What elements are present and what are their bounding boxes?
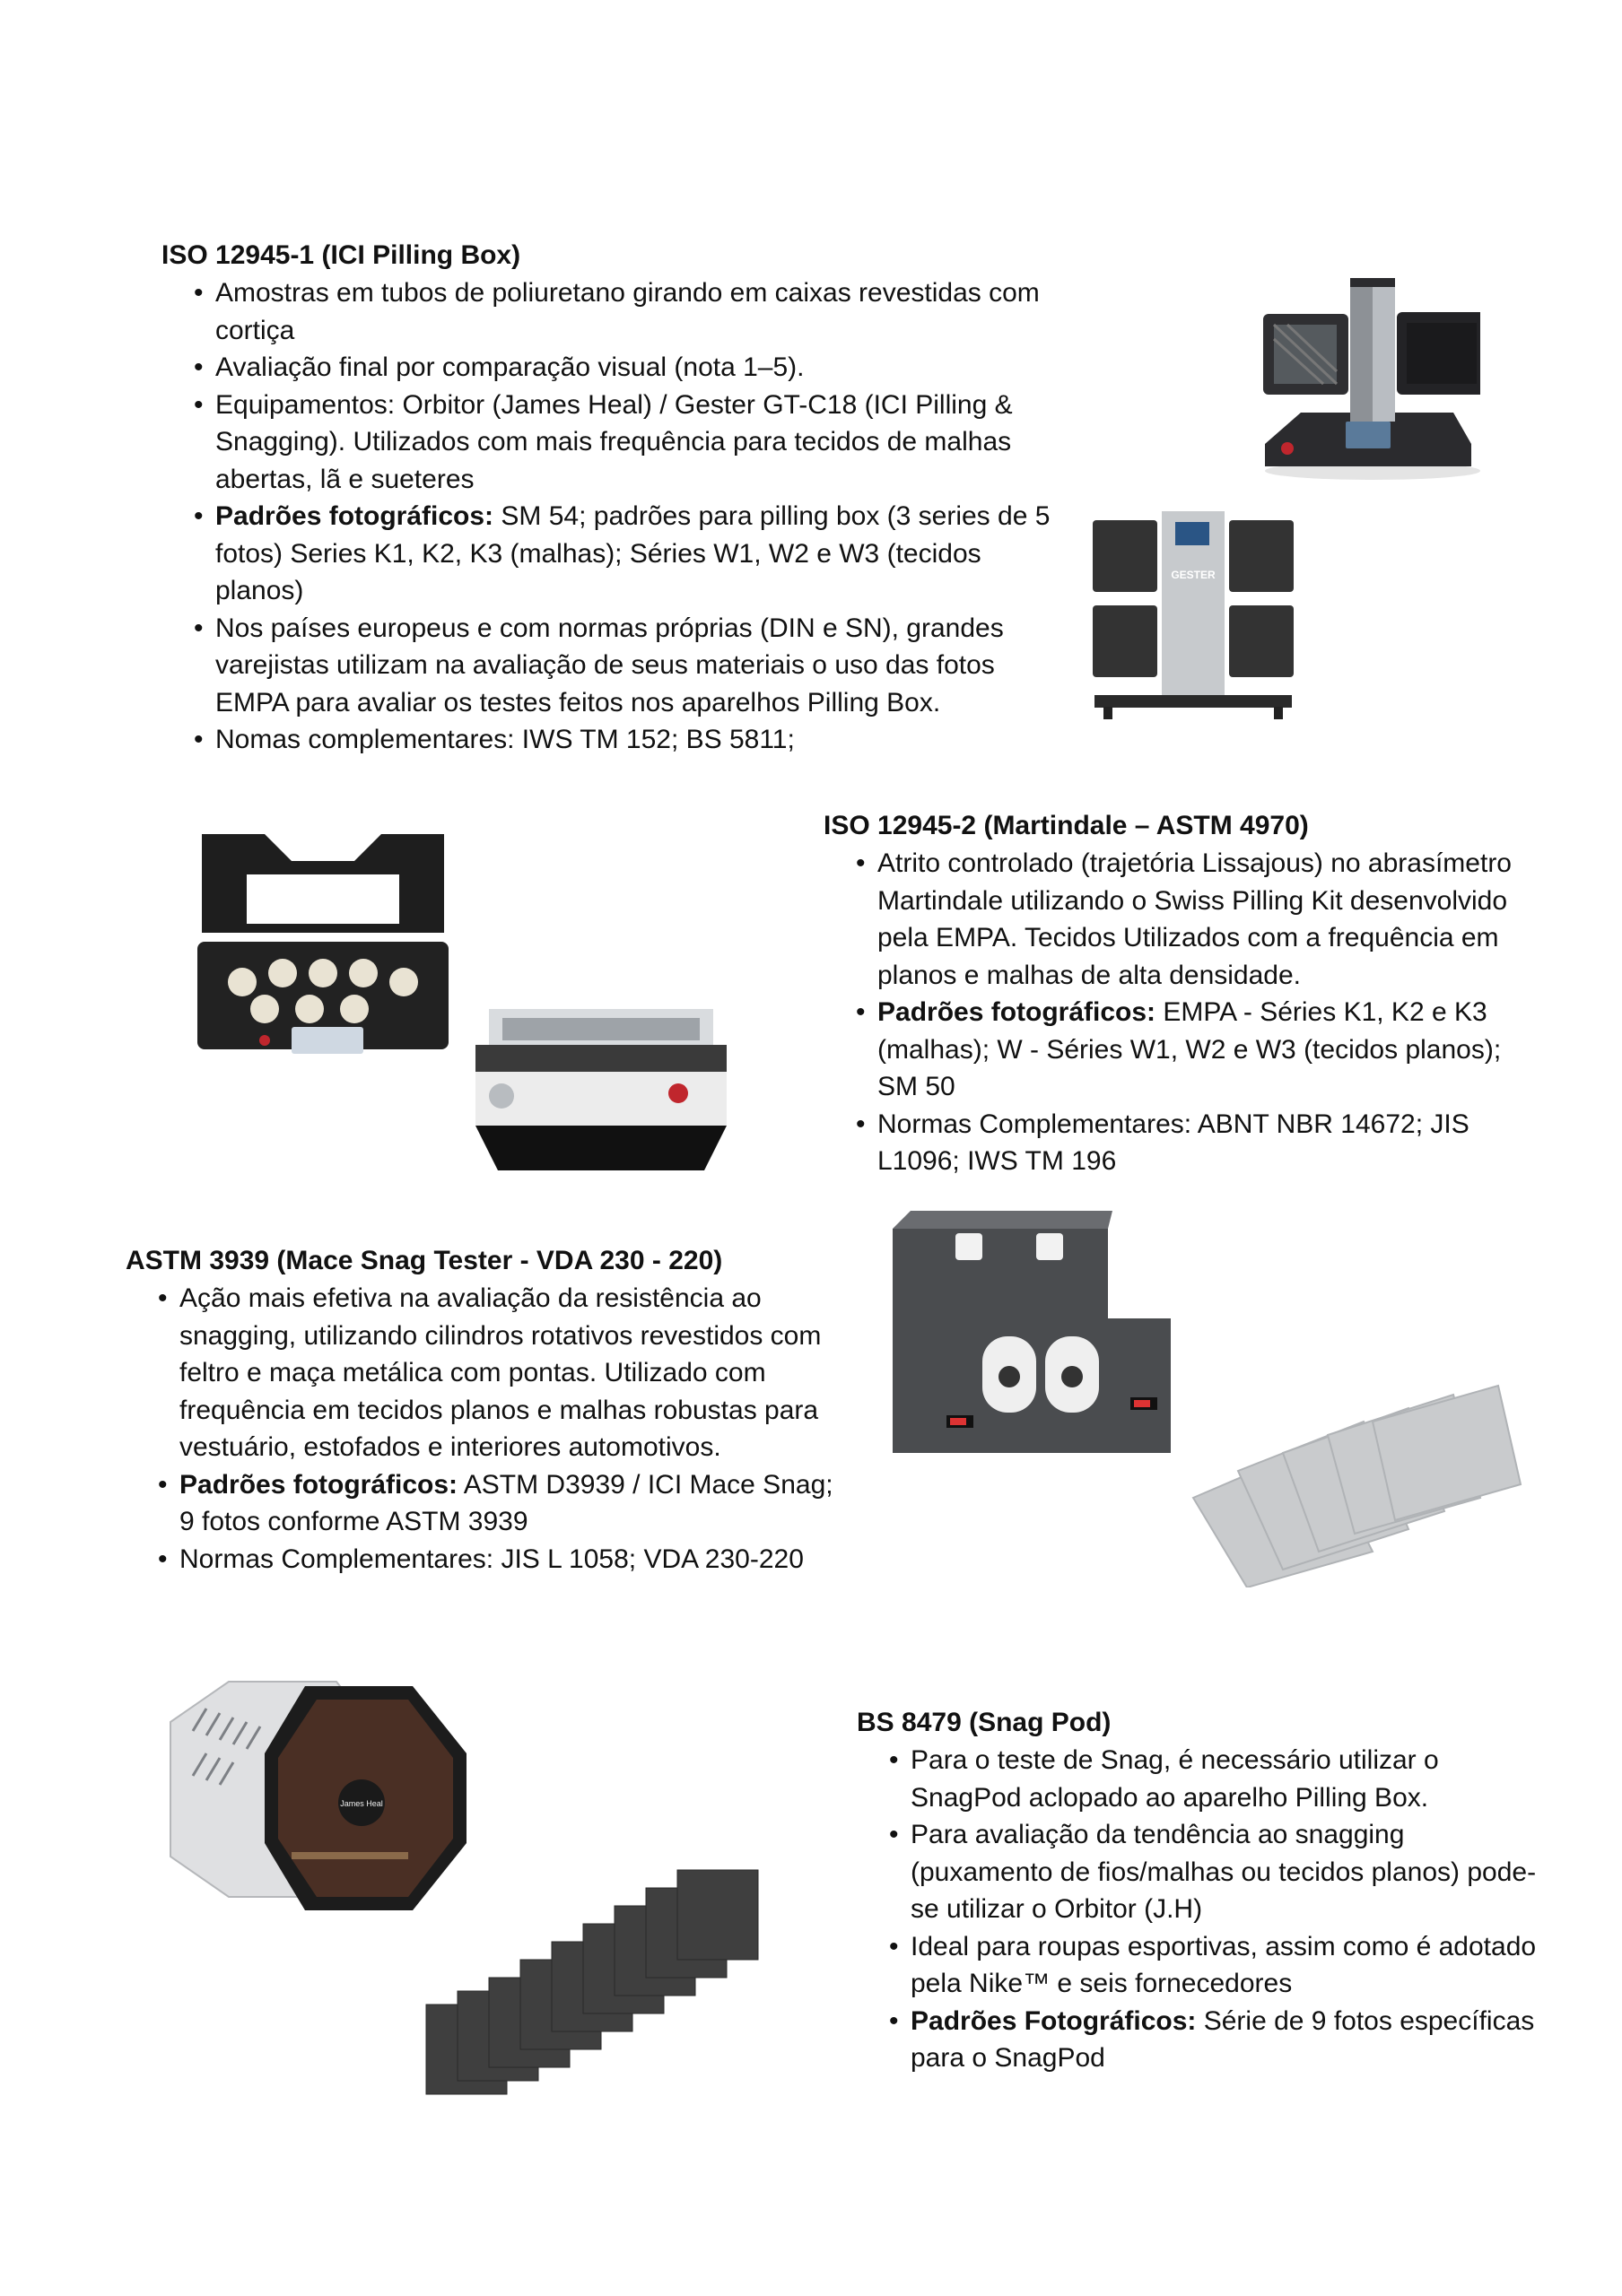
list-item-text: SM 54; padrões para pilling box (3 series de 5 fotos) Series K1, K2, K3 (malhas); Séries W1, W2 e W3 (tecidos planos)	[215, 501, 1051, 605]
snag-fabric-samples-image	[1175, 1372, 1552, 1587]
list-item-bold: Padrões fotográficos:	[179, 1469, 458, 1500]
bullet-list	[161, 274, 1059, 759]
mace-snag-tester-image	[884, 1211, 1180, 1471]
list-item	[877, 994, 1541, 1106]
list-item	[911, 1742, 1539, 1816]
list-item-text: Nomas complementares: IWS TM 152; BS 5811;	[215, 725, 795, 754]
list-item	[877, 845, 1541, 994]
gester-label: GESTER	[1171, 569, 1216, 581]
list-item	[215, 610, 1059, 722]
list-item-text: Série de 9 fotos específicas para o SnagPod	[911, 2005, 1535, 2073]
snagpod-brand-label: James Heal	[340, 1799, 383, 1808]
section-iso-12945-2	[824, 807, 1541, 1180]
list-item-text: Ação mais efetiva na avaliação da resistência ao snagging, utilizando cilindros rotativos revestidos com feltro e maça metálica com pontas. Utilizado com frequência em tecidos planos e malhas robustas para vestuário, estofados e interiores automotivos.	[179, 1283, 822, 1462]
list-item-bold: Padrões Fotográficos:	[911, 2005, 1197, 2036]
list-item-bold: Padrões fotográficos:	[215, 501, 494, 531]
list-item	[215, 498, 1059, 610]
section-title: ISO 12945-1 (ICI Pilling Box)	[161, 240, 521, 270]
section-bs-8479	[857, 1704, 1539, 2077]
list-item-text: Amostras em tubos de poliuretano girando em caixas revestidas com cortiça	[215, 278, 1040, 345]
section-astm-3939	[126, 1242, 843, 1578]
section-iso-12945-1	[161, 237, 1059, 759]
list-item	[215, 274, 1059, 349]
list-item	[215, 721, 1059, 759]
list-item	[179, 1280, 843, 1466]
list-item-text: Ideal para roupas esportivas, assim como é adotado pela Nike™ e seis fornecedores	[911, 1931, 1537, 1998]
section-title: BS 8479 (Snag Pod)	[857, 1708, 1112, 1737]
bullet-list	[857, 1742, 1539, 2077]
list-item-text: Nos países europeus e com normas próprias (DIN e SN), grandes varejistas utilizam na avaliação de seus materiais o uso das fotos EMPA para avaliar os testes feitos nos aparelhos Pilling Box.	[215, 613, 1004, 718]
list-item	[179, 1466, 843, 1541]
list-item	[911, 1816, 1539, 1928]
list-item-text: Normas Complementares: ABNT NBR 14672; JIS L1096; IWS TM 196	[877, 1109, 1469, 1176]
list-item-text: EMPA - Séries K1, K2 e K3 (malhas); W - Séries W1, W2 e W3 (tecidos planos); SM 50	[877, 997, 1502, 1101]
list-item-text: Avaliação final por comparação visual (nota 1–5).	[215, 352, 805, 382]
list-item	[911, 1928, 1539, 2003]
snagpod-photo-standards-image	[422, 1861, 789, 2103]
martindale-closed-image	[471, 1004, 731, 1175]
list-item-text: Atrito controlado (trajetória Lissajous) no abrasímetro Martindale utilizando o Swiss Pilling Kit desenvolvido pela EMPA. Tecidos Utilizados com a frequência em planos e malhas de alta densidade.	[877, 848, 1512, 990]
section-title: ISO 12945-2 (Martindale – ASTM 4970)	[824, 811, 1309, 840]
list-item	[179, 1541, 843, 1578]
list-item	[911, 2003, 1539, 2077]
bullet-list	[126, 1280, 843, 1578]
list-item-text: ASTM D3939 / ICI Mace Snag; 9 fotos conforme ASTM 3939	[179, 1469, 833, 1536]
list-item	[877, 1106, 1541, 1180]
list-item	[215, 349, 1059, 387]
section-title: ASTM 3939 (Mace Snag Tester - VDA 230 - 220)	[126, 1246, 723, 1275]
orbitor-pilling-box-image	[1247, 269, 1480, 493]
list-item-text: Para o teste de Snag, é necessário utilizar o SnagPod aclopado ao aparelho Pilling Box.	[911, 1745, 1439, 1813]
martindale-open-image	[193, 825, 453, 1058]
gester-pilling-tester-image	[1086, 502, 1301, 726]
bullet-list	[824, 845, 1541, 1180]
list-item-text: Equipamentos: Orbitor (James Heal) / Gester GT-C18 (ICI Pilling & Snagging). Utilizados com mais frequência para tecidos de malhas abertas, lã e sueteres	[215, 389, 1013, 494]
list-item	[215, 387, 1059, 499]
list-item-text: Para avaliação da tendência ao snagging (puxamento de fios/malhas ou tecidos planos) pode-se utilizar o Orbitor (J.H)	[911, 1820, 1537, 1924]
list-item-bold: Padrões fotográficos:	[877, 997, 1156, 1027]
list-item-text: Normas Complementares: JIS L 1058; VDA 230-220	[179, 1544, 804, 1574]
